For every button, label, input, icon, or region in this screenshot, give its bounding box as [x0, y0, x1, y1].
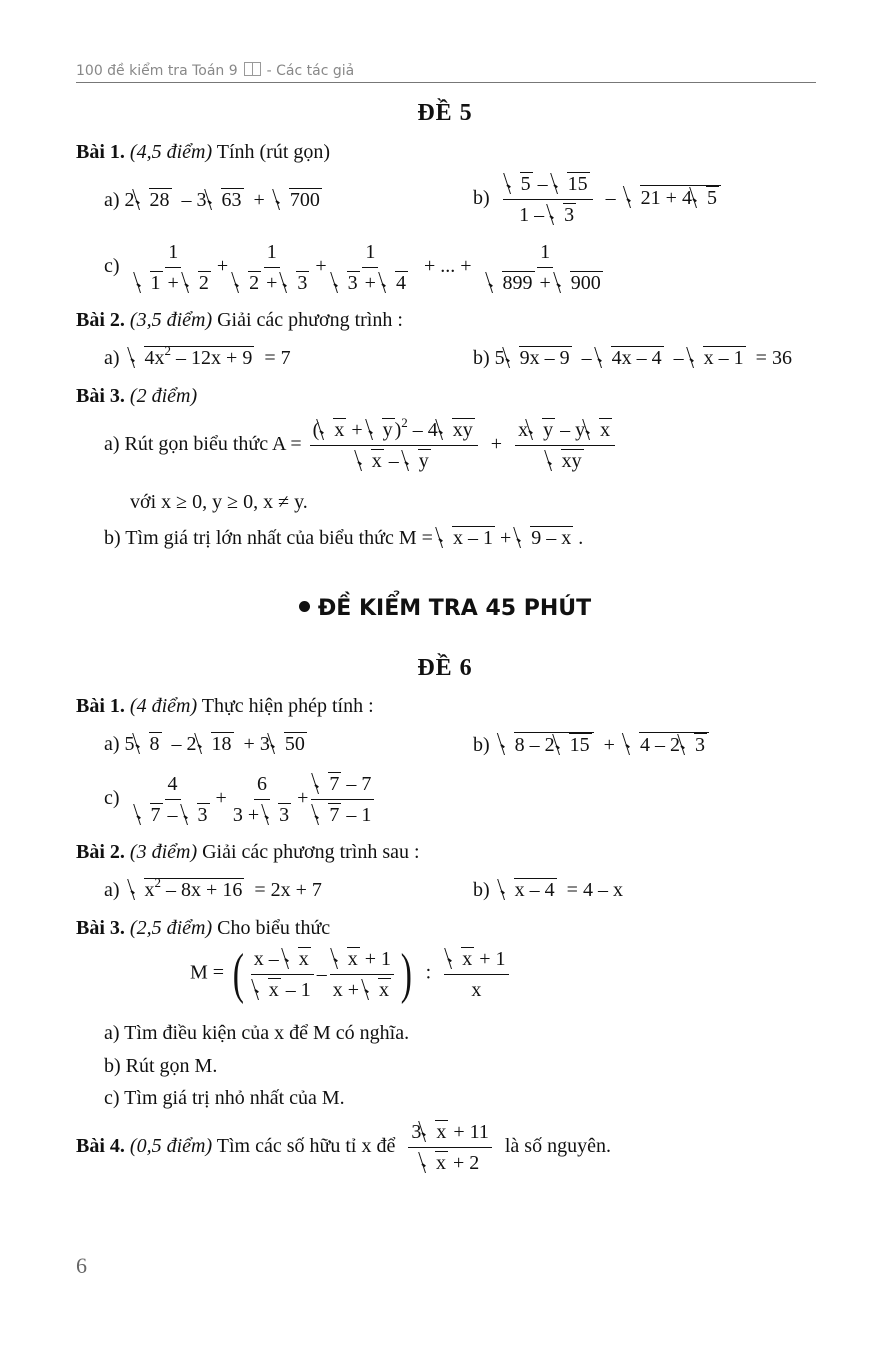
de5-bai1-c: c) $\frac{1}{1 + 2}$ + $\frac{1}{2 + 3}$ + $\frac{1}{3 + 4}$ + ... + $\frac{1}{899 + 900}$	[104, 241, 601, 294]
page-number: 6	[76, 1253, 87, 1278]
de6-bai2-a: a) $x^2 - 8x + 16 = 2x + 7$	[104, 875, 322, 901]
item-label: a)	[104, 879, 120, 901]
header-left-text: 100 đề kiểm tra Toán 9	[76, 63, 238, 79]
de5-bai1-text: Tính (rút gọn)	[216, 141, 331, 163]
de6-bai1-text: Thực hiện phép tính :	[201, 695, 374, 717]
item-label: a)	[104, 733, 120, 755]
de5-bai1-heading	[76, 140, 330, 164]
de6-bai3-heading	[76, 916, 330, 940]
bullet-icon	[299, 601, 310, 612]
de5-bai3-a: a) Rút gọn biểu thức A = $\frac{( x + y )^2 - 4 xy}{x - y}$ + $\frac{\text{x y – y x}}{xy}$	[104, 418, 618, 473]
de5-bai1-label: Bài 1.	[76, 141, 125, 163]
de5-bai1-a: a) 2 28 – 3 63 + 700	[104, 189, 320, 211]
de6-bai1-b: b) 8 – 2 15 + 4 – 2 3	[473, 732, 709, 757]
item-label: b)	[473, 187, 490, 210]
de6-bai1-c: c) $\frac{4}{7 - 3}$ + $\frac{6}{3 + 3}$ + $\frac{7 - 7}{7 - 1}$	[104, 772, 377, 827]
de6-bai2-b: b) x – 4 = 4 – x	[473, 879, 623, 901]
de6-bai3-text: Cho biểu thức	[217, 917, 331, 939]
item-label: a)	[104, 189, 120, 211]
de6-bai3-expression: M = ( x – x x – 1 – x + 1 x + x ) : $\frac{x + 1}{x}$	[190, 946, 512, 1002]
de5-bai2-label: Bài 2.	[76, 309, 125, 331]
item-label: c)	[104, 787, 120, 810]
de6-bai4-points: (0,5 điểm)	[129, 1135, 213, 1158]
de5-bai1-points: (4,5 điểm)	[129, 141, 213, 163]
de6-bai1-points: (4 điểm)	[129, 695, 198, 717]
de6-bai1-heading	[76, 694, 374, 718]
item-label: b)	[473, 347, 490, 369]
de6-bai2-heading	[76, 840, 420, 864]
de5-bai3-points: (2 điểm)	[129, 385, 198, 407]
de5-bai2-b: b) 5 9x – 9 – 4x – 4 – x – 1 = 36	[473, 347, 792, 369]
de5-bai3-a-text: a) Rút gọn biểu thức A =	[104, 433, 302, 456]
de5-bai2-a: a) $4x^2 - 12x + 9 = 7$	[104, 343, 291, 369]
de6-bai4-tail: là số nguyên.	[504, 1135, 611, 1158]
de5-bai3-condition: với x ≥ 0, y ≥ 0, x ≠ y.	[130, 491, 308, 513]
de5-bai3-b: b) Tìm giá trị lớn nhất của biểu thức M = x – 1 + 9 – x .	[104, 527, 584, 549]
de6-bai3-a: a) Tìm điều kiện của x để M có nghĩa.	[104, 1022, 410, 1044]
de6-bai4: Bài 4. (0,5 điểm) Tìm các số hữu tỉ x để $\frac{3 x + 11}{x + 2}$ là số nguyên.	[76, 1121, 611, 1174]
item-label: c)	[104, 255, 120, 278]
de6-bai1-a: a) 5 8 – 2 18 + 3 50	[104, 733, 305, 755]
de6-bai3-points: (2,5 điểm)	[129, 917, 213, 939]
de6-bai1-label: Bài 1.	[76, 695, 125, 717]
de6-bai2-label: Bài 2.	[76, 841, 125, 863]
de6-bai3-b: b) Rút gọn M.	[104, 1055, 218, 1077]
header-right-text: - Các tác giả	[266, 63, 355, 79]
de6-bai3-c: c) Tìm giá trị nhỏ nhất của M.	[104, 1087, 345, 1109]
de6-bai4-text: Tìm các số hữu tỉ x để	[216, 1135, 396, 1158]
de5-bai2-text: Giải các phương trình :	[217, 309, 403, 331]
de6-bai2-text: Giải các phương trình sau :	[202, 841, 420, 863]
item-label: b)	[473, 734, 490, 756]
section-title	[0, 596, 890, 621]
book-icon	[244, 62, 261, 76]
de6-title: ĐỀ 6	[417, 655, 473, 681]
de6-bai4-label: Bài 4.	[76, 1135, 125, 1158]
de6-bai2-points: (3 điểm)	[129, 841, 198, 863]
de5-bai1-b: b) $\frac{5 - 15}{1 - 3}$ – 21 + 4 5	[473, 172, 721, 227]
de5-bai3-heading	[76, 384, 197, 408]
de5-title: ĐỀ 5	[417, 100, 473, 126]
de6-bai3-label: Bài 3.	[76, 917, 125, 939]
item-label: b)	[473, 879, 490, 901]
item-label: a)	[104, 347, 120, 369]
running-header	[76, 60, 816, 83]
de5-bai2-points: (3,5 điểm)	[129, 309, 213, 331]
de5-bai3-b-text: b) Tìm giá trị lớn nhất của biểu thức M =	[104, 527, 433, 549]
de5-bai3-label: Bài 3.	[76, 385, 125, 407]
section-title-text: ĐỀ KIỂM TRA 45 PHÚT	[317, 596, 592, 621]
de5-bai2-heading	[76, 308, 403, 332]
